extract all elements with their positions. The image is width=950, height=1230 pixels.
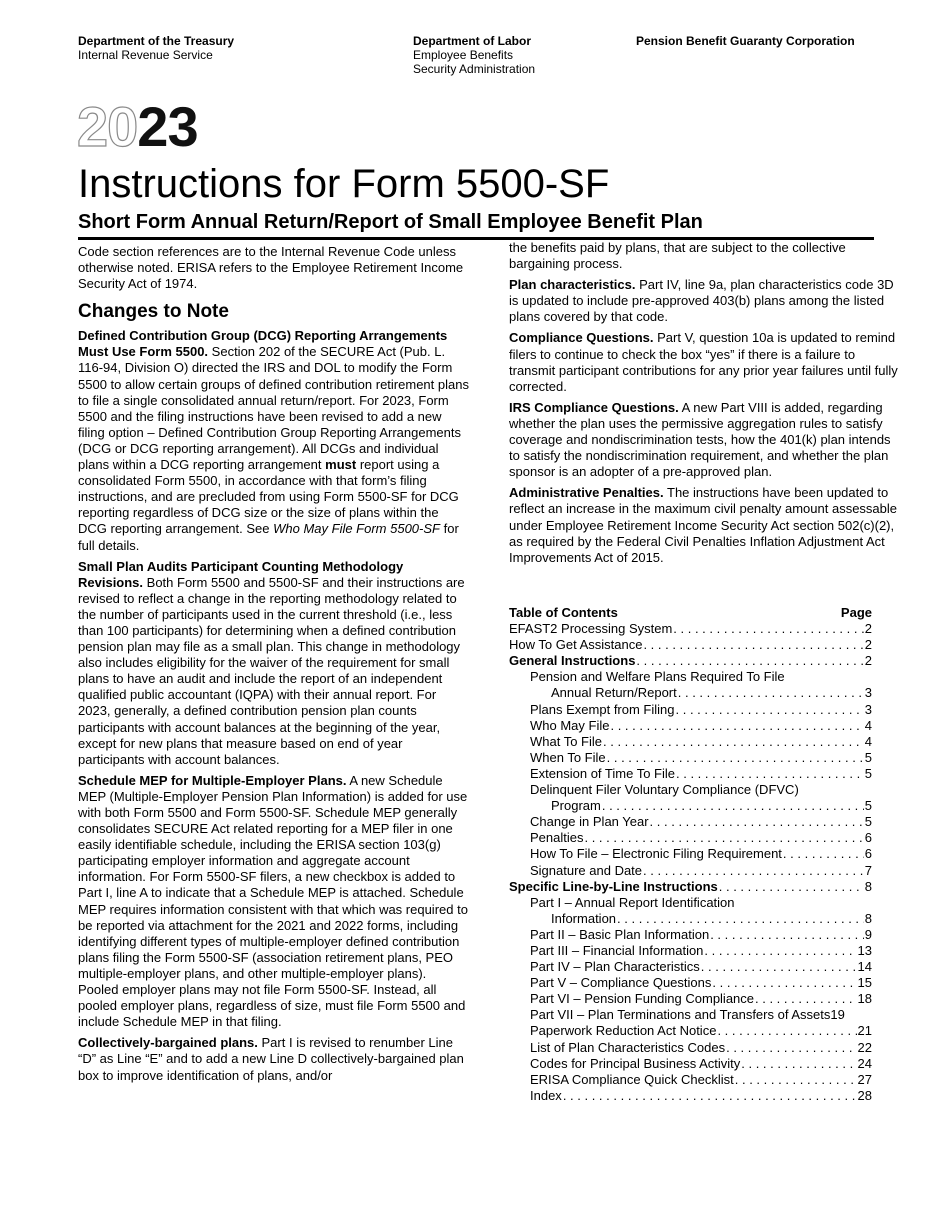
irs-text: A new Part VIII is added, regarding whether the plan uses the permissive aggregation rules to satisfy coverage and nondiscrimination tests, how the 401(k) plan intends to satisfy the nondiscrimination requirement, and whether the plan sponsor is an adopter of a pre-approved plan.	[509, 399, 891, 480]
toc-entry[interactable]	[509, 975, 872, 991]
toc-entry[interactable]	[509, 1040, 872, 1056]
toc-entry-page: 3	[864, 701, 872, 717]
toc-entry-page: 4	[864, 717, 872, 733]
toc-entry[interactable]	[509, 621, 872, 637]
toc-entry-text: Part III – Financial Information	[530, 942, 704, 958]
toc-entry-text: Part I – Annual Report Identification	[530, 894, 735, 910]
toc-leader	[678, 685, 864, 701]
penalties-paragraph	[509, 485, 901, 565]
toc-leader	[643, 863, 864, 879]
toc-entry-page: 21	[857, 1023, 872, 1039]
changes-heading: Changes to Note	[78, 301, 229, 323]
toc-leader	[710, 927, 864, 943]
toc-entry-page: 5	[864, 798, 872, 814]
compliance-text: Part V, question 10a is updated to remind filers to continue to check the box “yes” if there is a failure to transmit participant contributions for any prior year failures until fully corrected.	[509, 330, 898, 394]
agency-name: Department of Labor	[413, 34, 532, 48]
plan-char-text: Part IV, line 9a, plan characteristics code 3D is updated to include pre-approved 403(b) plans among the listed plans covered by that code.	[509, 277, 894, 325]
toc-entry[interactable]	[509, 637, 872, 653]
toc-entry[interactable]	[509, 863, 872, 879]
toc-entry-page: 3	[864, 685, 872, 701]
toc-entry-text: Change in Plan Year	[530, 814, 649, 830]
dcg-text-1: Section 202 of the SECURE Act (Pub. L. 116-94, Division O) directed the IRS and DOL to modify the Form 5500 to allow certain groups of defined contribution retirement plans to file a single consolidated annual return/report. For 2023, Form 5500 and the filing instructions have been revised to add a new filing option – Defined Contribution Group Reporting Arrangements (DCG or DCG reporting arrangement). All DCGs and individual plans within a DCG reporting arrangement	[78, 344, 469, 473]
audits-paragraph	[78, 559, 470, 768]
toc-entry-page: 9	[864, 926, 872, 942]
toc-page-label: Page	[840, 605, 872, 620]
dcg-text-2: report using a consolidated Form 5500, in accordance with that form’s filing instructions, and are precluded from using Form 5500-SF for DCG reporting regardless of DCG size or the size of plans within the DCG reporting arrangement. See	[78, 457, 459, 537]
toc-entry[interactable]	[509, 1072, 872, 1088]
toc-entry-page: 18	[857, 991, 872, 1007]
toc-entry-page: 13	[857, 942, 872, 958]
penalties-text: The instructions have been updated to reflect an increase in the maximum civil penalty amount assessable under Employee Retirement Income Security Act section 502(c)(2), as required by the Federal Civil Penalties Inflation Adjustment Act Improvements Act of 2015.	[509, 485, 898, 565]
toc-entry-page: 14	[857, 959, 872, 975]
toc-entry-text: Index	[530, 1087, 562, 1103]
collective-heading: Collectively-bargained plans.	[78, 1035, 258, 1051]
toc-entry-text: Program	[551, 798, 601, 814]
mep-text: A new Schedule MEP (Multiple-Employer Pension Plan Information) is added for use with both Form 5500 and Form 5500-SF. Schedule MEP generally consolidates SECURE Act related reporting for a MEP filer in one easily identifiable schedule, including the ERISA section 103(g) participating employer information and aggregate account information. For Form 5500-SF filers, a new checkbox is added to Part I, line A to indicate that a Schedule MEP is attached. Schedule MEP requires information consistent with that which was required to be reported via attachment for the 2021 and 2022 forms, including identifying different types of multiple-employer defined contribution plans filing the Form 5500-SF (association retirement plans, PEO multiple-employer plans, and other multiple-employer plans). Pooled employer plans may not file Form 5500-SF. Instead, all pooled employer plans, regardless of size, must file Form 5500 and include Schedule MEP in that filing.	[78, 772, 468, 1030]
toc-leader	[602, 798, 864, 814]
audits-heading: Small Plan Audits Participant Counting Methodology Revisions.	[78, 558, 404, 590]
intro-paragraph: Code section references are to the Internal Revenue Code unless otherwise noted. ERISA refers to the Employee Retirement Income Security Act of 1974.	[78, 244, 464, 292]
agency-subline: Security Administration	[413, 62, 536, 76]
right-column	[509, 240, 901, 571]
toc-entry-text: How To File – Electronic Filing Requirement	[530, 846, 782, 862]
compliance-paragraph	[509, 330, 901, 394]
toc-entry-page: 19	[830, 1007, 845, 1023]
toc-leader	[584, 830, 863, 846]
toc-leader	[783, 846, 864, 862]
toc-entry-page: 22	[857, 1039, 872, 1055]
toc-entry[interactable]	[509, 911, 872, 927]
toc-leader	[610, 718, 863, 734]
toc-entry-text: What To File	[530, 733, 603, 749]
toc-entry[interactable]	[509, 895, 872, 911]
toc-entry-text: Information	[551, 910, 617, 926]
agency-name: Department of the Treasury	[78, 34, 235, 48]
collective-paragraph	[78, 1035, 470, 1083]
toc-entry-text: General Instructions	[509, 653, 636, 669]
agency-subline: Employee Benefits	[413, 48, 514, 62]
toc-entry-page: 2	[864, 653, 872, 669]
toc-leader	[676, 766, 864, 782]
toc-entry[interactable]	[509, 927, 872, 943]
agency-treasury	[78, 34, 234, 62]
agency-subline: Internal Revenue Service	[78, 48, 213, 62]
irs-heading: IRS Compliance Questions.	[509, 399, 679, 415]
toc-entry[interactable]	[509, 1088, 872, 1104]
toc-entry[interactable]	[509, 1007, 872, 1023]
toc-leader	[719, 879, 864, 895]
toc-entry[interactable]	[509, 685, 872, 701]
toc-entry-page: 2	[864, 637, 872, 653]
dcg-reference: Who May File Form 5500-SF	[273, 521, 440, 537]
toc-entry-text: Signature and Date	[530, 862, 643, 878]
toc-entry-text: How To Get Assistance	[509, 637, 643, 653]
mep-paragraph	[78, 773, 470, 1031]
mep-heading: Schedule MEP for Multiple-Employer Plans.	[78, 772, 347, 788]
toc-entry[interactable]	[509, 1056, 872, 1072]
dcg-must: must	[325, 457, 357, 473]
left-column	[78, 244, 470, 1089]
toc-entry-page: 5	[864, 749, 872, 765]
toc-leader	[636, 653, 863, 669]
toc-entry-page: 27	[857, 1071, 872, 1087]
dcg-paragraph	[78, 328, 470, 553]
toc-entry-text: ERISA Compliance Quick Checklist	[530, 1071, 734, 1087]
toc-entry[interactable]	[509, 846, 872, 862]
tax-year	[77, 96, 198, 158]
toc-entry[interactable]	[509, 702, 872, 718]
year-prefix: 20	[77, 95, 138, 158]
toc-entry[interactable]	[509, 734, 872, 750]
toc-leader	[735, 1072, 857, 1088]
toc-leader	[726, 1040, 856, 1056]
toc-entry-text: Paperwork Reduction Act Notice	[530, 1023, 717, 1039]
toc-leader	[563, 1088, 857, 1104]
audits-text: Both Form 5500 and 5500-SF and their instructions are revised to reflect a change in the reporting methodology related to the number of participants used in the current threshold (i.e., less than 100 participants) for determining when a defined contribution pension plan may file as a small plan. This change in methodology also includes eligibility for the waiver of the requirement for small plans to have an audit and include the report of an independent qualified public accountant (IQPA) with their annual report. For 2023, generally, a defined contribution pension plan counts participants with account balances at the beginning of the year, except for new plans that measure based on end of year participants with account balances.	[78, 574, 465, 767]
year-suffix: 23	[137, 95, 198, 158]
toc-entry-text: List of Plan Characteristics Codes	[530, 1039, 726, 1055]
toc-entry-page: 8	[864, 910, 872, 926]
toc-entry-page: 7	[864, 862, 872, 878]
toc-entry-page: 15	[857, 975, 872, 991]
toc-leader	[676, 702, 864, 718]
toc-leader	[603, 734, 864, 750]
toc-entry[interactable]	[509, 959, 872, 975]
toc-leader	[617, 911, 864, 927]
toc-leader	[701, 959, 857, 975]
toc-entry[interactable]	[509, 814, 872, 830]
toc-entry[interactable]	[509, 669, 872, 685]
toc-leader	[704, 943, 856, 959]
toc-entry-text: When To File	[530, 749, 606, 765]
toc-entry[interactable]	[509, 991, 872, 1007]
penalties-heading: Administrative Penalties.	[509, 485, 664, 501]
toc-entry[interactable]	[509, 798, 872, 814]
toc-entry-text: Part VII – Plan Terminations and Transfers of Assets	[530, 1007, 831, 1023]
agency-name: Pension Benefit Guaranty Corporation	[636, 34, 855, 48]
toc-entry-text: Part II – Basic Plan Information	[530, 926, 710, 942]
toc-leader	[741, 1056, 856, 1072]
toc-entry-text: Pension and Welfare Plans Required To File	[530, 669, 785, 685]
plan-char-heading: Plan characteristics.	[509, 277, 636, 293]
collective-text: Part I is revised to renumber Line “D” as Line “E” and to add a new Line D collectively-bargained plan box to improve identification of plans, and/or	[78, 1035, 464, 1083]
toc-leader	[755, 991, 857, 1007]
toc-entry-text: Part V – Compliance Questions	[530, 975, 712, 991]
toc-leader	[717, 1023, 856, 1039]
toc-entry-text: Part IV – Plan Characteristics	[530, 959, 700, 975]
toc-entry[interactable]	[509, 782, 872, 798]
toc-entry-page: 5	[864, 765, 872, 781]
toc-leader	[607, 750, 864, 766]
toc-leader	[643, 637, 863, 653]
toc-entry-page: 28	[857, 1087, 872, 1103]
toc-entry-page: 24	[857, 1055, 872, 1071]
continuation-paragraph: the benefits paid by plans, that are subject to the collective bargaining process.	[509, 240, 846, 272]
toc-entry-page: 4	[864, 733, 872, 749]
toc-entry[interactable]	[509, 718, 872, 734]
toc-entry-page: 6	[864, 830, 872, 846]
toc-entry[interactable]	[509, 750, 872, 766]
document-subtitle: Short Form Annual Return/Report of Small Employee Benefit Plan	[78, 211, 703, 233]
toc-entry-page: 5	[864, 814, 872, 830]
document-title: Instructions for Form 5500-SF	[78, 162, 610, 206]
toc-entry[interactable]	[509, 943, 872, 959]
agency-labor	[413, 34, 535, 76]
toc-entry[interactable]	[509, 830, 872, 846]
toc-entry-text: Delinquent Filer Voluntary Compliance (DFVC)	[530, 782, 799, 798]
toc-entry-page: 8	[864, 878, 872, 894]
toc-entry-text: Extension of Time To File	[530, 765, 675, 781]
toc-entry-text: Codes for Principal Business Activity	[530, 1055, 741, 1071]
toc-entry-page: 6	[864, 846, 872, 862]
compliance-heading: Compliance Questions.	[509, 330, 654, 346]
toc-entry-text: EFAST2 Processing System	[509, 621, 673, 637]
dcg-heading: Defined Contribution Group (DCG) Reporting Arrangements Must Use Form 5500.	[78, 328, 448, 360]
toc-entry-page: 2	[864, 621, 872, 637]
irs-paragraph	[509, 400, 901, 480]
toc-leader	[673, 621, 863, 637]
plan-char-paragraph	[509, 277, 901, 325]
toc-entry[interactable]	[509, 879, 872, 895]
toc-entry-text: Penalties	[530, 830, 584, 846]
toc-entry-text: Part VI – Pension Funding Compliance	[530, 991, 755, 1007]
toc-entry[interactable]	[509, 766, 872, 782]
agency-pbgc	[636, 34, 855, 48]
toc-entry-text: Specific Line-by-Line Instructions	[509, 878, 718, 894]
table-of-contents	[509, 605, 872, 1104]
toc-entry[interactable]	[509, 653, 872, 669]
toc-entry[interactable]	[509, 1023, 872, 1039]
toc-entry-text: Annual Return/Report	[551, 685, 677, 701]
toc-leader	[650, 814, 864, 830]
toc-header	[509, 605, 872, 621]
dcg-text-3: for full details.	[78, 521, 459, 553]
toc-leader	[712, 975, 856, 991]
toc-entry-text: Who May File	[530, 717, 610, 733]
toc-entry-text: Plans Exempt from Filing	[530, 701, 675, 717]
toc-title: Table of Contents	[509, 605, 618, 620]
